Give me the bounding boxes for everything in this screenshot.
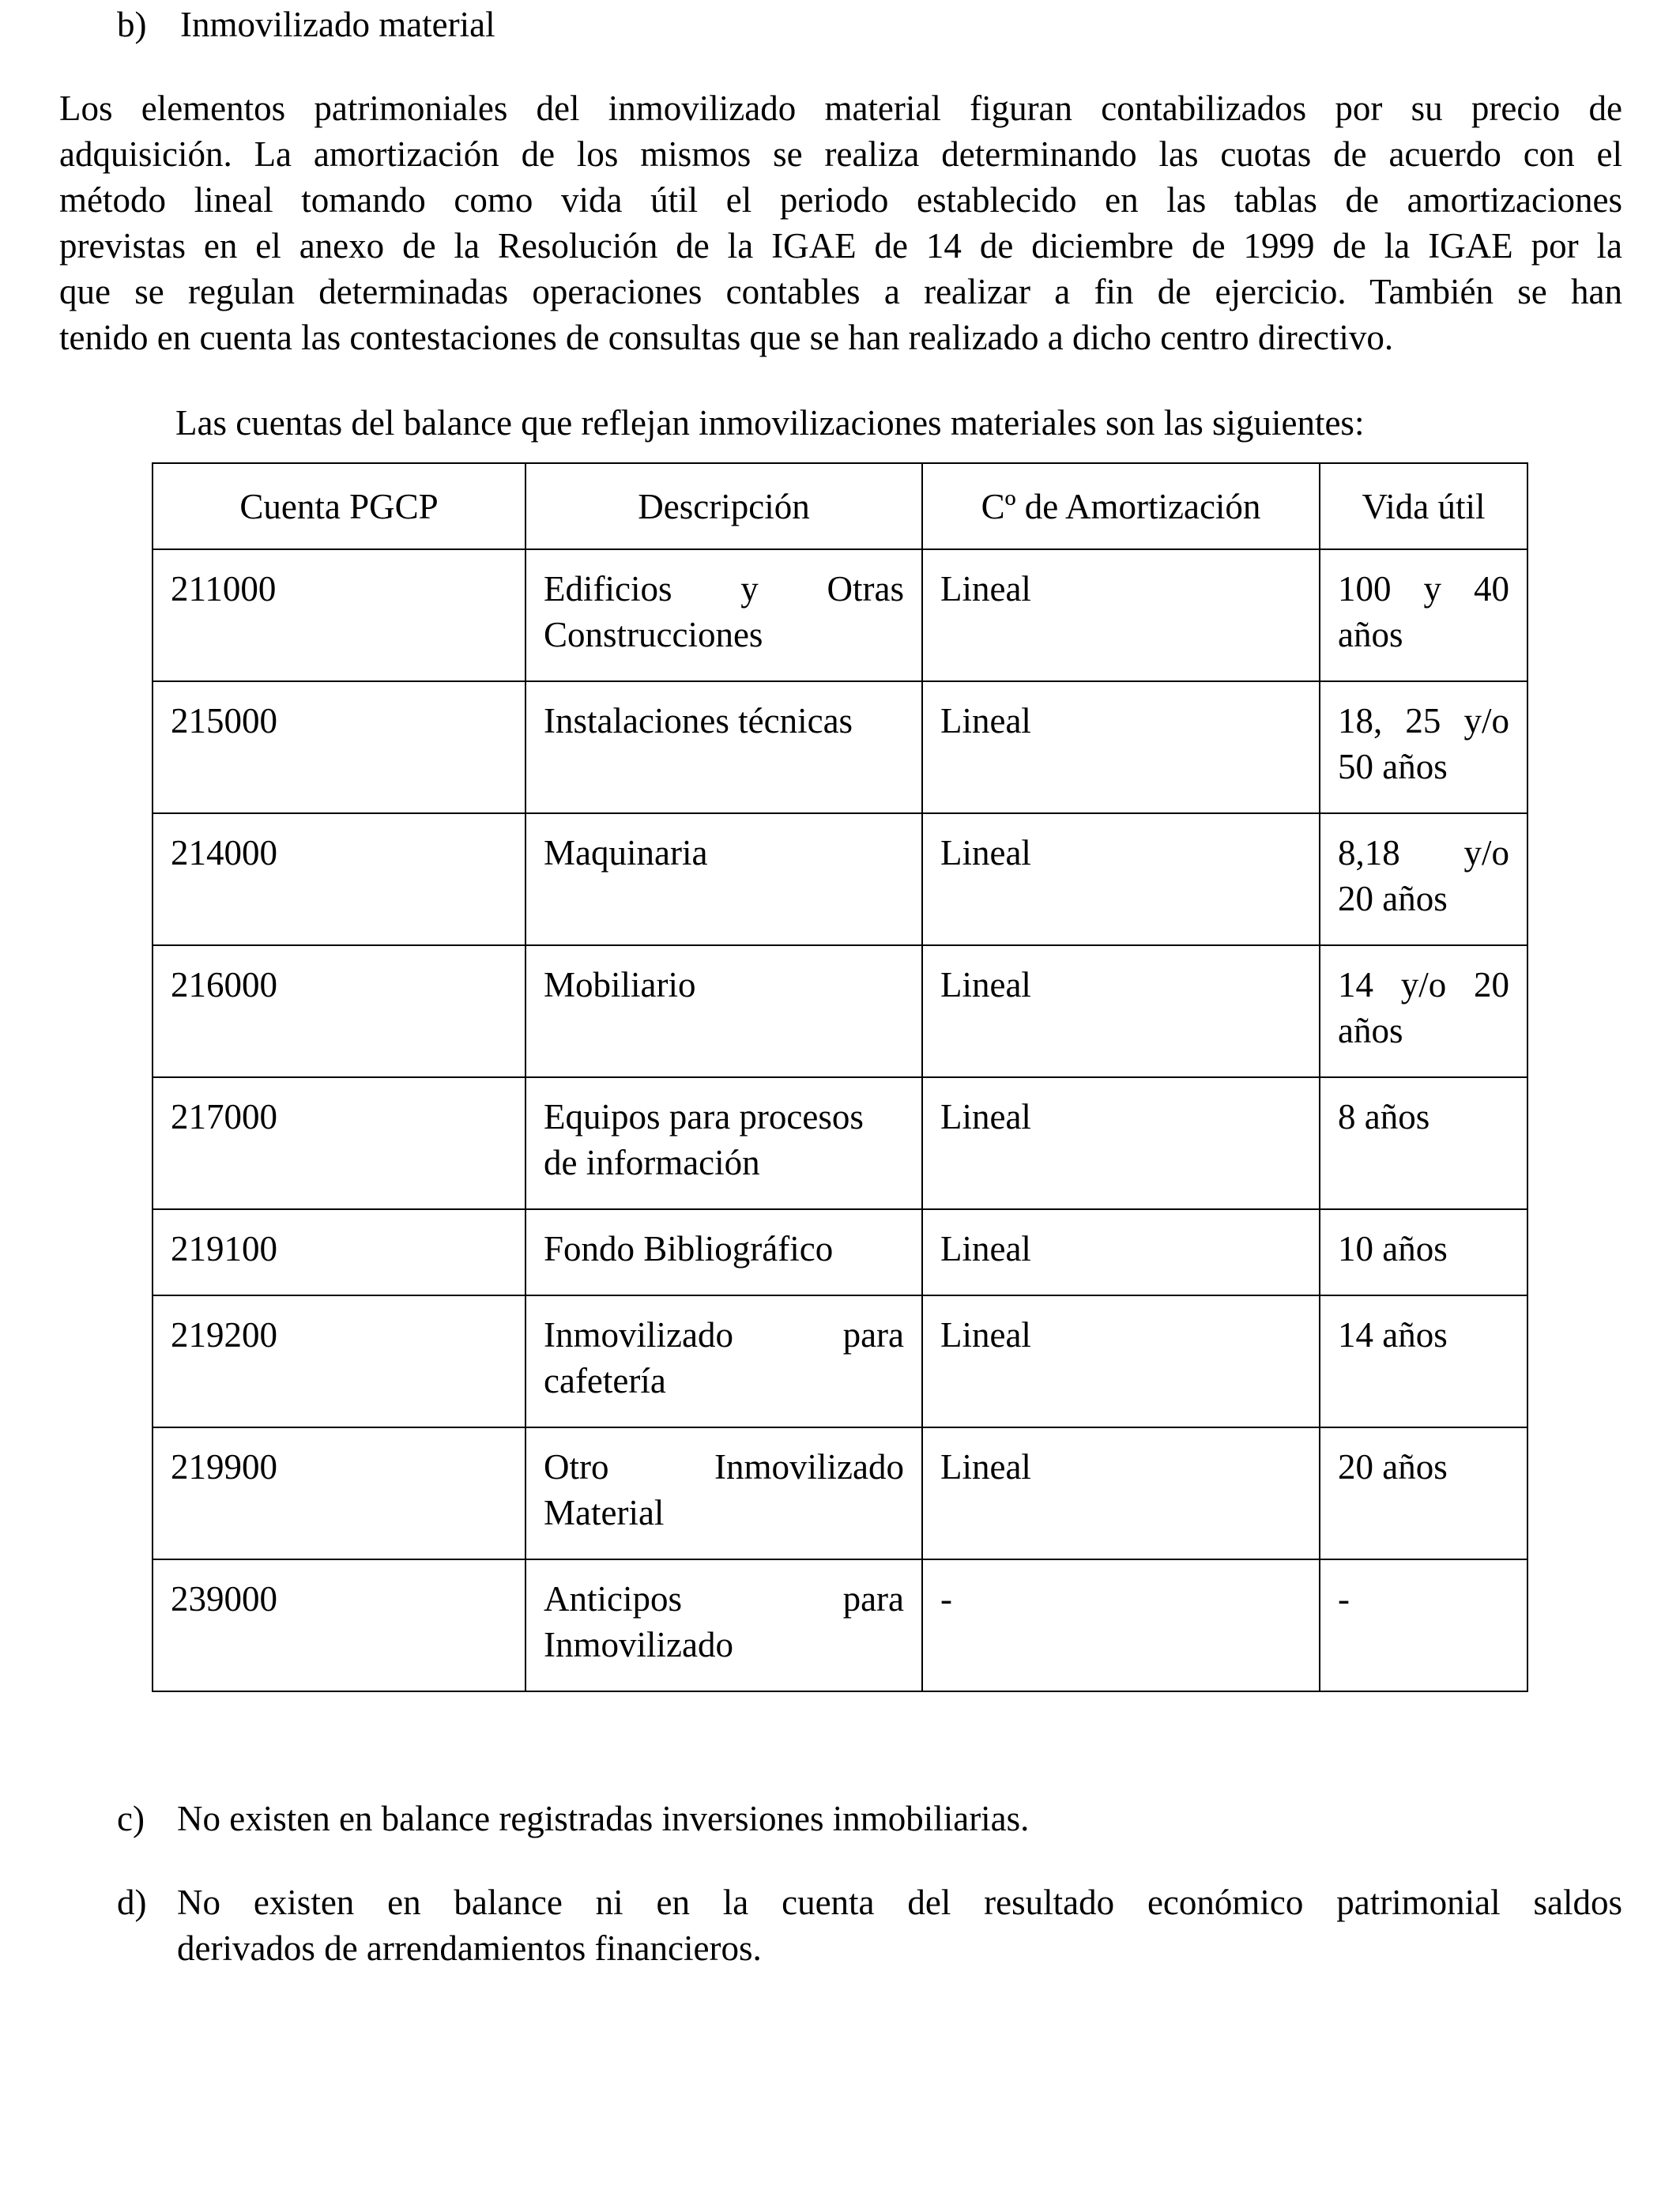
section-d-text (177, 1879, 1622, 1971)
section-c (117, 1796, 1029, 1842)
section-d-marker: d) (117, 1883, 147, 1922)
cell-cuenta: 239000 (171, 1579, 277, 1619)
cell-cuenta: 219100 (171, 1229, 277, 1269)
paragraph-line: método lineal tomando como vida útil el periodo establecido en las tablas de amortizaciones (59, 180, 1622, 220)
section-b-marker: b) (117, 5, 147, 44)
cell-vida: 8,18 y/o 20 años (1338, 833, 1509, 918)
cell-metodo: - (940, 1579, 952, 1619)
accounts-table (152, 462, 1528, 1692)
cell-descripcion: Maquinaria (544, 833, 708, 873)
cell-vida: 8 años (1338, 1097, 1430, 1137)
table-row (153, 1295, 1527, 1427)
cell-descripcion: Edificios y Otras Construcciones (544, 569, 904, 654)
table-row (153, 1427, 1527, 1559)
paragraph-line: derivados de arrendamientos financieros. (177, 1928, 762, 1968)
cell-cuenta: 219200 (171, 1315, 277, 1355)
paragraph-line: No existen en balance ni en la cuenta del resultado económico patrimonial saldos (177, 1883, 1622, 1922)
table-intro: Las cuentas del balance que reflejan inmovilizaciones materiales son las siguientes: (175, 403, 1365, 443)
cell-vida: 100 y 40 años (1338, 569, 1509, 654)
main-paragraph (59, 85, 1622, 360)
table-header-row (153, 463, 1527, 549)
paragraph-line: adquisición. La amortización de los mismos se realiza determinando las cuotas de acuerdo con el (59, 134, 1622, 174)
table-row (153, 681, 1527, 813)
cell-descripcion: Inmovilizado para cafetería (544, 1315, 904, 1400)
cell-vida: 18, 25 y/o 50 años (1338, 701, 1509, 786)
header-amortizacion: Cº de Amortización (922, 463, 1320, 549)
cell-vida: - (1338, 1579, 1350, 1619)
cell-descripcion: Anticipos para Inmovilizado (544, 1579, 904, 1664)
cell-descripcion: Otro Inmovilizado Material (544, 1447, 904, 1532)
cell-vida: 20 años (1338, 1447, 1448, 1487)
cell-vida: 10 años (1338, 1229, 1448, 1269)
cell-metodo: Lineal (940, 1315, 1031, 1355)
cell-cuenta: 211000 (171, 569, 277, 609)
cell-descripcion: Instalaciones técnicas (544, 701, 853, 741)
cell-vida: 14 años (1338, 1315, 1448, 1355)
cell-metodo: Lineal (940, 1097, 1031, 1137)
section-b-heading (117, 2, 495, 47)
cell-metodo: Lineal (940, 965, 1031, 1005)
table-row (153, 1209, 1527, 1295)
cell-vida: 14 y/o 20 años (1338, 965, 1509, 1050)
cell-metodo: Lineal (940, 1229, 1031, 1269)
paragraph-line: tenido en cuenta las contestaciones de consultas que se han realizado a dicho centro directivo. (59, 318, 1394, 357)
table-row (153, 1559, 1527, 1691)
header-cuenta: Cuenta PGCP (153, 463, 525, 549)
cell-descripcion: Mobiliario (544, 965, 696, 1005)
cell-metodo: Lineal (940, 1447, 1031, 1487)
cell-cuenta: 217000 (171, 1097, 277, 1137)
table-row (153, 549, 1527, 681)
header-vida-util: Vida útil (1320, 463, 1527, 549)
cell-cuenta: 219900 (171, 1447, 277, 1487)
cell-metodo: Lineal (940, 569, 1031, 609)
cell-descripcion: Fondo Bibliográfico (544, 1229, 834, 1269)
table-row (153, 1077, 1527, 1209)
cell-cuenta: 216000 (171, 965, 277, 1005)
cell-descripcion: Equipos para procesos de información (544, 1097, 864, 1182)
cell-cuenta: 214000 (171, 833, 277, 873)
cell-cuenta: 215000 (171, 701, 277, 741)
paragraph-line: previstas en el anexo de la Resolución de la IGAE de 14 de diciembre de 1999 de la IGAE por la (59, 226, 1622, 266)
table-row (153, 813, 1527, 945)
paragraph-line: Los elementos patrimoniales del inmovilizado material figuran contabilizados por su precio de (59, 89, 1622, 128)
section-c-marker: c) (117, 1799, 145, 1838)
cell-metodo: Lineal (940, 833, 1031, 873)
cell-metodo: Lineal (940, 701, 1031, 741)
section-c-text: No existen en balance registradas inversiones inmobiliarias. (177, 1799, 1030, 1838)
header-descripcion: Descripción (525, 463, 922, 549)
paragraph-line: que se regulan determinadas operaciones contables a realizar a fin de ejercicio. También se han (59, 272, 1622, 311)
table-row (153, 945, 1527, 1077)
section-b-title: Inmovilizado material (180, 5, 495, 44)
